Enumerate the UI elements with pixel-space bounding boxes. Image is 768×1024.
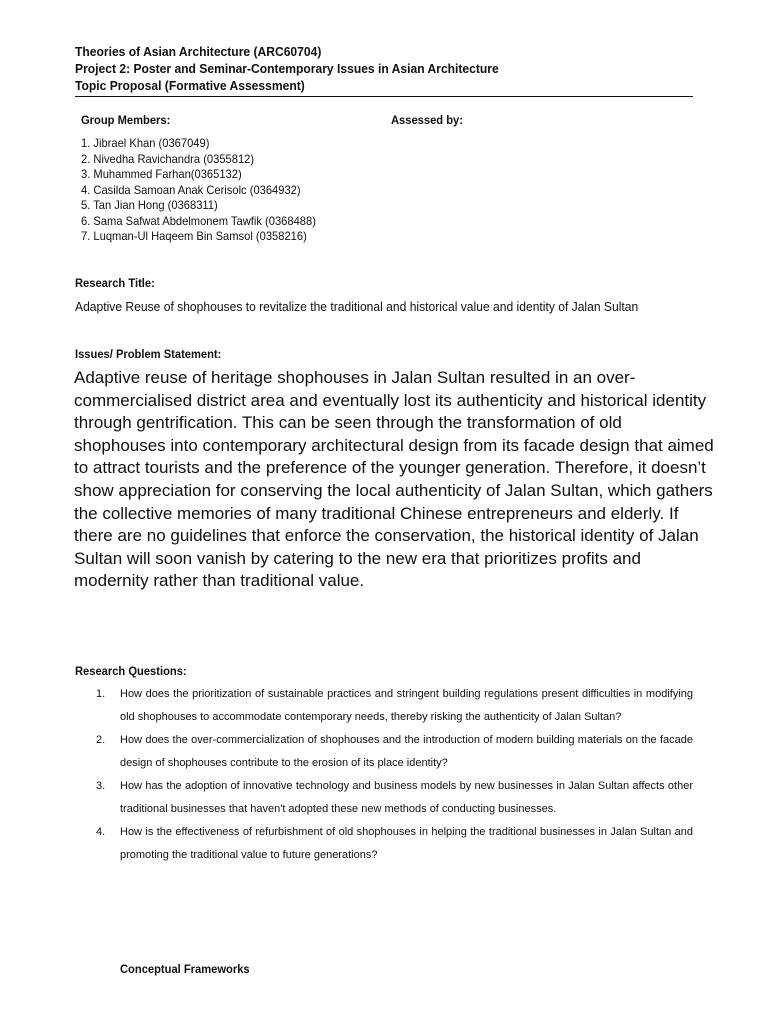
document-header (75, 43, 693, 97)
member-item: 4. Casilda Samoan Anak Cerisolc (0364932) (81, 182, 301, 197)
question-text: How does the over-commercialization of shophouses and the introduction of modern building materials on the facade design of shophouses contribute to the erosion of its place identity? (120, 734, 693, 769)
question-number: 4. (96, 826, 106, 838)
member-item: 6. Sama Safwat Abdelmonem Tawfik (0368488) (81, 213, 316, 228)
question-item (96, 775, 693, 821)
problem-statement: Adaptive reuse of heritage shophouses in Jalan Sultan resulted in an over-commercialised district area and eventually lost its authenticity and historical identity through gentrification. This can be seen through the transformation of old shophouses into contemporary architectural design from its facade design that aimed to attract tourists and the preference of the younger generation. Therefore, it doesn’t show appreciation for conserving the local authenticity of Jalan Sultan, which gathers the collective memories of many traditional Chinese entrepreneurs and elderly. If there are no guidelines that enforce the conservation, the historical identity of Jalan Sultan will soon vanish by catering to the new era that prioritizes profits and modernity rather than traditional value. (74, 368, 714, 591)
assessed-by-label: Assessed by: (391, 113, 463, 127)
research-questions-list (96, 683, 693, 867)
research-title: Adaptive Reuse of shophouses to revitalize the traditional and historical value and identity of Jalan Sultan (75, 299, 639, 314)
member-item: 2. Nivedha Ravichandra (0355812) (81, 151, 255, 166)
member-item: 1. Jibrael Khan (0367049) (81, 136, 210, 150)
question-item (96, 821, 693, 867)
research-questions-label: Research Questions: (75, 664, 187, 678)
proposal-title: Topic Proposal (Formative Assessment) (75, 78, 305, 93)
member-item: 5. Tan Jian Hong (0368311) (81, 198, 218, 212)
question-number: 2. (96, 734, 106, 746)
question-item (96, 683, 693, 729)
course-title: Theories of Asian Architecture (ARC60704) (75, 44, 322, 59)
problem-statement-label: Issues/ Problem Statement: (75, 347, 222, 361)
group-members-list (81, 136, 334, 245)
question-text: How does the prioritization of sustainable practices and stringent building regulations present difficulties in modifying old shophouses to accommodate contemporary needs, thereby risking the authenticity of Jalan Sultan? (120, 688, 693, 723)
project-title: Project 2: Poster and Seminar-Contemporary Issues in Asian Architecture (75, 61, 499, 76)
question-text: How is the effectiveness of refurbishment of old shophouses in helping the traditional businesses in Jalan Sultan and promoting the traditional value to future generations? (120, 826, 693, 861)
question-item (96, 729, 693, 775)
question-text: How has the adoption of innovative technology and business models by new businesses in Jalan Sultan affects other traditional businesses that haven't adopted these new methods of conducting businesses. (120, 780, 693, 815)
member-item: 3. Muhammed Farhan(0365132) (81, 167, 242, 181)
question-number: 1. (96, 688, 106, 700)
conceptual-frameworks-label: Conceptual Frameworks (120, 962, 250, 976)
research-title-label: Research Title: (75, 276, 155, 290)
group-members-label: Group Members: (81, 113, 171, 127)
question-number: 3. (96, 780, 106, 792)
member-item: 7. Luqman-Ul Haqeem Bin Samsol (0358216) (81, 229, 307, 243)
